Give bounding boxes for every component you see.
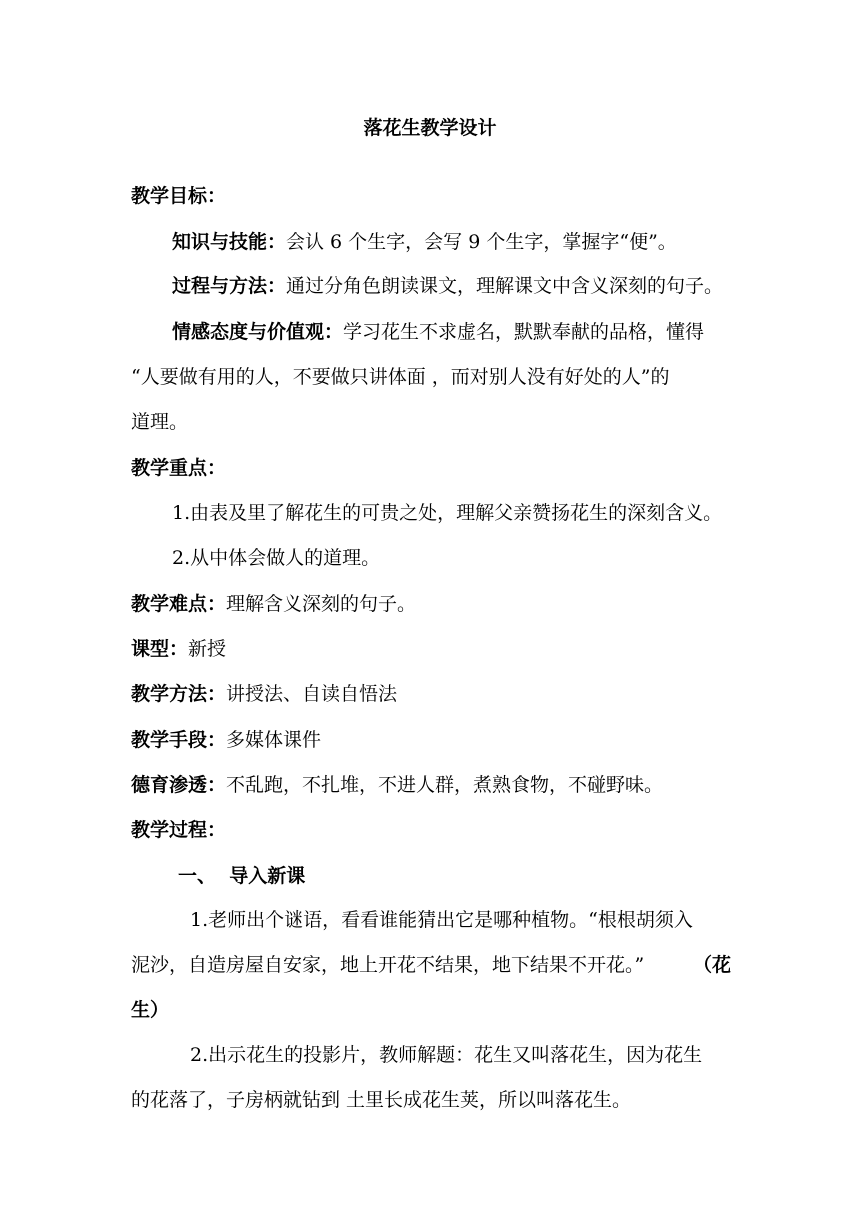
lesson-type-label: 课型： <box>131 638 189 660</box>
key-points-heading: 教学重点： <box>131 457 227 479</box>
riddle-answer-part-2: 生） <box>131 999 170 1021</box>
paragraph-1-line-1: 1.老师出个谜语，看看谁能猜出它是哪种植物。“根根胡须入 <box>190 909 693 931</box>
emotion-text-2: “人要做有用的人，不要做只讲体面 ，而对别人没有好处的人”的 <box>131 366 670 388</box>
lesson-type-line <box>131 635 226 663</box>
section-1-heading: 一、 导入新课 <box>178 865 306 887</box>
lesson-type-text: 新授 <box>188 638 227 660</box>
means-line <box>131 726 321 754</box>
method-label: 教学方法： <box>131 683 227 705</box>
knowledge-label: 知识与技能： <box>172 231 287 253</box>
method-line <box>131 680 397 708</box>
knowledge-text: 会认 6 个生字，会写 9 个生字，掌握字“便”。 <box>286 231 677 253</box>
process-method-line <box>172 272 723 300</box>
key-point-item-2: 2.从中体会做人的道理。 <box>172 547 381 569</box>
key-point-item-1: 1.由表及里了解花生的可贵之处，理解父亲赞扬花生的深刻含义。 <box>172 502 723 524</box>
emotion-line-1 <box>172 318 704 346</box>
moral-label: 德育渗透： <box>131 774 227 796</box>
paragraph-2-line-2: 的花落了，子房柄就钻到 土里长成花生荚，所以叫落花生。 <box>131 1089 632 1111</box>
objectives-heading: 教学目标： <box>131 185 227 207</box>
difficulty-line <box>131 590 416 618</box>
emotion-text-1: 学习花生不求虚名，默默奉献的品格，懂得 <box>343 321 705 343</box>
process-text: 通过分角色朗读课文，理解课文中含义深刻的句子。 <box>286 275 724 297</box>
process-heading: 教学过程： <box>131 819 227 841</box>
moral-text: 不乱跑，不扎堆，不进人群，煮熟食物，不碰野味。 <box>226 774 664 796</box>
knowledge-skills-line <box>172 228 677 256</box>
document-title: 落花生教学设计 <box>363 117 497 139</box>
moral-line <box>131 771 663 799</box>
paragraph-1-line-2: 泥沙，自造房屋自安家，地上开花不结果，地下结果不开花。” <box>131 954 645 976</box>
means-text: 多媒体课件 <box>226 729 322 751</box>
paragraph-2-line-1: 2.出示花生的投影片，教师解题：花生又叫落花生，因为花生 <box>190 1044 703 1066</box>
difficulty-label: 教学难点： <box>131 593 227 615</box>
emotion-label: 情感态度与价值观： <box>172 321 344 343</box>
emotion-text-3: 道理。 <box>131 411 189 433</box>
process-label: 过程与方法： <box>172 275 287 297</box>
method-text: 讲授法、自读自悟法 <box>226 683 398 705</box>
means-label: 教学手段： <box>131 729 227 751</box>
difficulty-text: 理解含义深刻的句子。 <box>226 593 417 615</box>
riddle-answer-part-1: （花 <box>693 954 732 976</box>
